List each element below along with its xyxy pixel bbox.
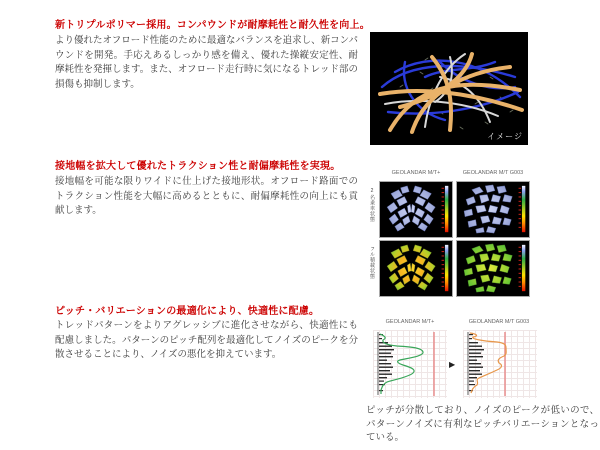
contact-patch-row2-new xyxy=(456,240,530,297)
pitch-chart-caption: ピッチが分散しており、ノイズのピークが低いので、パターンノイズに有利なピッチバリエーションとなっている。 xyxy=(366,405,599,443)
pitch-right-model-label: GEOLANDAR M/T G003 xyxy=(468,319,530,325)
contact-right-model-label: GEOLANDAR M/T G003 xyxy=(462,170,524,176)
image-caption: イメージ xyxy=(487,132,523,141)
pitch-noise-chart-old xyxy=(373,330,447,398)
contact-left-model-label: GEOLANDAR M/T+ xyxy=(391,170,441,176)
contact-patch-graphic xyxy=(457,182,529,237)
contact-body: 接地幅を可能な限りワイドに仕上げた接地形状。オフロード路面でのトラクション性能を大幅に高めるとともに、耐偏摩耗性の向上にも貢献します。 xyxy=(55,176,358,216)
contact-heading: 接地幅を拡大して優れたトラクション性と耐偏摩耗性を実現。 xyxy=(55,161,341,172)
noise-curve-graphic xyxy=(463,330,537,398)
arrow-right-icon: ▶ xyxy=(449,360,456,369)
compound-heading: 新トリプルポリマー採用。コンパウンドが耐摩耗性と耐久性を向上。 xyxy=(55,20,370,31)
contact-patch-row1-new xyxy=(456,181,530,238)
contact-patch-graphic xyxy=(457,241,529,296)
pitch-heading: ピッチ・バリエーションの最適化により、快適性に配慮。 xyxy=(55,306,320,317)
contact-patch-graphic xyxy=(380,182,452,237)
polymer-structure-image xyxy=(370,32,528,145)
contact-row1-label: 2名乗車状態 xyxy=(369,188,375,222)
contact-patch-row2-old xyxy=(379,240,453,297)
contact-patch-row1-old xyxy=(379,181,453,238)
pitch-body: トレッドパターンをよりアグレッシブに進化させながら、快適性にも配慮しました。パターンのピッチ配列を最適化してノイズのピークを分散させることにより、ノイズの悪化を抑えています。 xyxy=(55,320,358,360)
contact-row2-label: フル積載状態 xyxy=(369,246,375,279)
compound-body: より優れたオフロード性能のために最適なバランスを追求し、新コンパウンドを開発。手応えあるしっかり感を備え、優れた操縦安定性、耐摩耗性を発揮します。また、オフロード走行時に気になるトレッド部の損傷も抑制します。 xyxy=(55,35,358,90)
contact-patch-graphic xyxy=(380,241,452,296)
pitch-noise-chart-new xyxy=(463,330,537,398)
polymer-strands-graphic xyxy=(370,32,528,145)
pitch-left-model-label: GEOLANDAR M/T+ xyxy=(385,319,435,325)
noise-curve-graphic xyxy=(373,330,447,398)
